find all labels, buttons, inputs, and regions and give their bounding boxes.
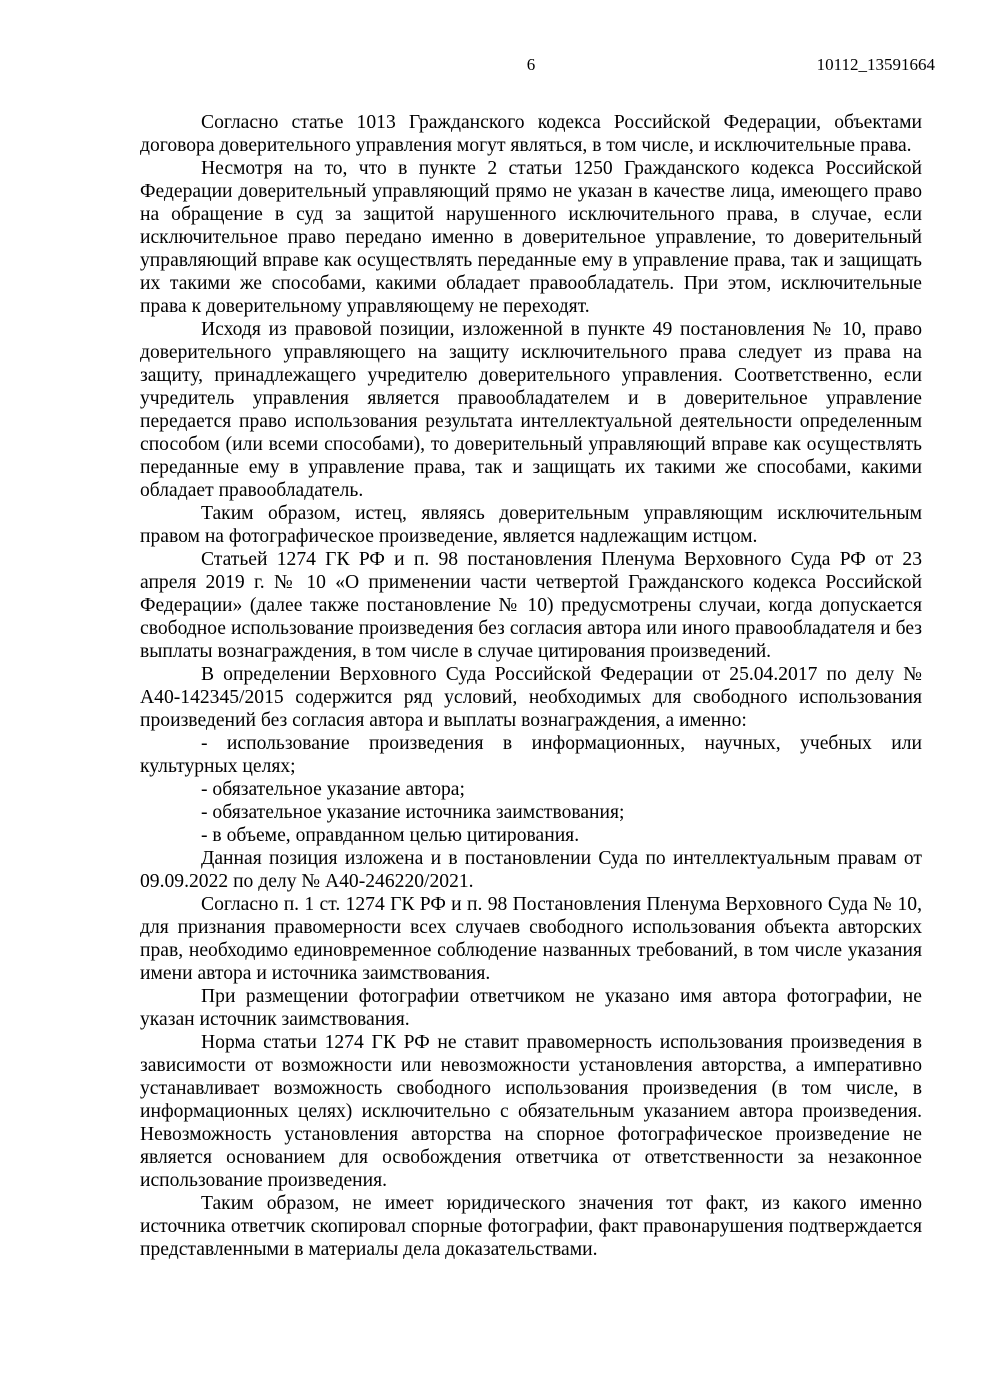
- paragraph: При размещении фотографии ответчиком не указано имя автора фотографии, не указан источник заимствования.: [140, 986, 922, 1030]
- paragraph: Статьей 1274 ГК РФ и п. 98 постановления Пленума Верховного Суда РФ от 23 апреля 2019 г. № 10 «О применении части четвертой Гражданского кодекса Российской Федерации» (далее также постановление № 10) предусмотрены случаи, когда допускается свободное использование произведения без согласия автора или иного правообладателя и без выплаты вознаграждения, в том числе в случае цитирования произведений.: [140, 549, 922, 662]
- paragraph: Несмотря на то, что в пункте 2 статьи 1250 Гражданского кодекса Российской Федерации доверительный управляющий прямо не указан в качестве лица, имеющего право на обращение в суд за защитой нарушенного исключительного права, в случае, если исключительное право передано именно в доверительное управление, то доверительный управляющий вправе как осуществлять переданные ему в управление права, так и защищать их такими же способами, какими обладает правообладатель. При этом, исключительные права к доверительному управляющему не переходят.: [140, 158, 922, 317]
- paragraph: Исходя из правовой позиции, изложенной в пункте 49 постановления № 10, право доверительного управляющего на защиту исключительного права следует из права на защиту, принадлежащего учредителю доверительного управления. Соответственно, если учредитель управления является правообладателем и в доверительное управление передается право использования результата интеллектуальной деятельности определенным способом (или всеми способами), то доверительный управляющий вправе как осуществлять переданные ему в управление права, так и защищать их такими же способами, какими обладает правообладатель.: [140, 319, 922, 501]
- document-body: [140, 111, 922, 1261]
- paragraph: Согласно п. 1 ст. 1274 ГК РФ и п. 98 Постановления Пленума Верховного Суда № 10, для признания правомерности всех случаев свободного использования объекта авторских прав, необходимо единовременное соблюдение названных требований, в том числе указания имени автора и источника заимствования.: [140, 894, 922, 984]
- list-item: - в объеме, оправданном целью цитирования.: [201, 825, 580, 846]
- list-item: - обязательное указание источника заимствования;: [201, 802, 625, 823]
- paragraph: Таким образом, не имеет юридического значения тот факт, из какого именно источника ответчик скопировал спорные фотографии, факт правонарушения подтверждается представленными в материалы дела доказательствами.: [140, 1193, 922, 1260]
- paragraph: Согласно статье 1013 Гражданского кодекса Российской Федерации, объектами договора доверительного управления могут являться, в том числе, и исключительные права.: [140, 112, 922, 156]
- document-id: 10112_13591664: [816, 55, 935, 74]
- paragraph: Таким образом, истец, являясь доверительным управляющим исключительным правом на фотографическое произведение, является надлежащим истцом.: [140, 503, 922, 547]
- page-number: 6: [526, 55, 536, 74]
- list-item: - обязательное указание автора;: [201, 779, 465, 800]
- list-item: - использование произведения в информационных, научных, учебных или культурных целях;: [140, 733, 922, 777]
- paragraph: В определении Верховного Суда Российской Федерации от 25.04.2017 по делу № А40-142345/2015 содержится ряд условий, необходимых для свободного использования произведений без согласия автора и выплаты вознаграждения, а именно:: [140, 664, 922, 731]
- paragraph: Данная позиция изложена и в постановлении Суда по интеллектуальным правам от 09.09.2022 по делу № А40-246220/2021.: [140, 848, 922, 892]
- paragraph: Норма статьи 1274 ГК РФ не ставит правомерность использования произведения в зависимости от возможности или невозможности установления авторства, а императивно устанавливает возможность свободного использования произведения (в том числе, в информационных целях) исключительно с обязательным указанием автора произведения. Невозможность установления авторства на спорное фотографическое произведение не является основанием для освобождения ответчика от ответственности за незаконное использование произведения.: [140, 1032, 922, 1191]
- page-header: [140, 55, 935, 77]
